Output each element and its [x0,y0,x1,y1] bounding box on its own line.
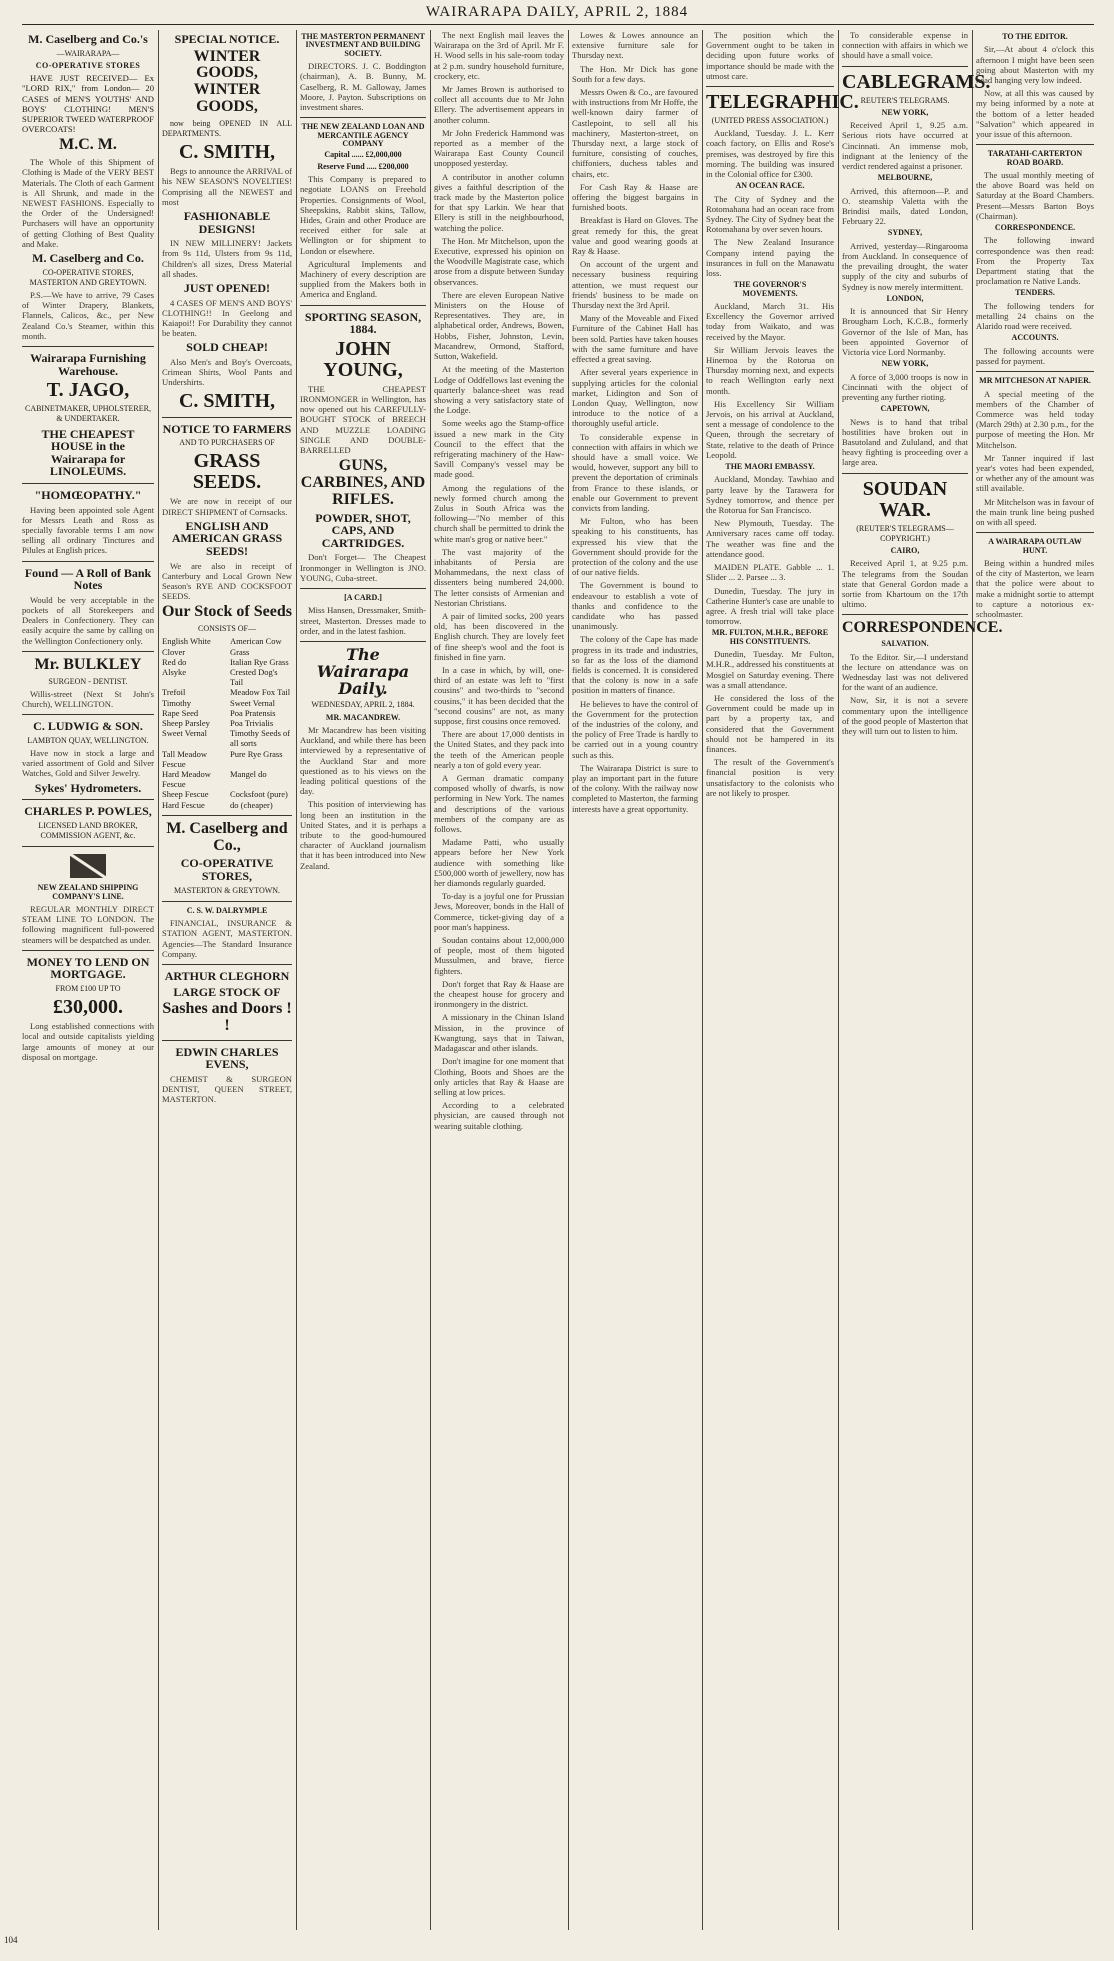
seed-item: Poa Pratensis [230,707,276,718]
separator [842,66,968,67]
soudan-war: SOUDAN WAR. [862,477,948,521]
body-text: Miss Hansen, Dressmaker, Smith-street, Masterton. Dresses made to order, and in the latest fashion. [300,605,426,636]
body-text: He believes to have the control of the Government for the protection of the industries of the colony, and the policy of Free Trade is hardly to be carried out in a young country such as this. [572,698,698,760]
body-text: Arrived, yesterday—Ringarooma from Auckland. In consequence of the prevailing drought, the water supply of the city and suburbs of Sydney is now merely intermittent. [842,240,968,292]
bulkley-sub: SURGEON - DENTIST. [48,676,128,686]
body-text: Auckland, March 31. His Excellency the Governor arrived today from Waikato, and was received by the Mayor. [706,301,834,342]
body-text: The result of the Government's financial position is very unsatisfactory to the colonists who are not likely to prosper. [706,757,834,798]
column-5 [572,30,698,1935]
body-text: To-day is a joyful one for Prussian Jews, Moreover, bonds in the Hall of Commerce, ticket-giving day of a poor man's happiness. [434,891,564,932]
body-text: Would be very acceptable in the pockets of all Storekeepers and Dealers in Confectionery. They can easily acquire the same by calling on the Wellington Confectionery only. [22,594,154,646]
body-text: Soudan contains about 12,000,000 of people, most of them bigoted Mussulmen, and brave, fierce fighters. [434,935,564,976]
body-text: THE CHEAPEST IRONMONGER in Wellington, has now opened out his CAREFULLY-BOUGHT STOCK of BREECH AND MUZZLE LOADING SINGLE AND DOUBLE-BARRELLED [300,383,426,455]
body-text: Among the regulations of the newly formed church among the Zulus in South Africa was the following—"No member of this church shall be permitted to drink the white man's grog or native beer." [434,482,564,544]
edwin-name: EDWIN CHARLES EVENS, [175,1044,279,1072]
body-text: Auckland, Monday. Tawhiao and party leave by the Tarawera for Sydney tomorrow, and thence per the Rotorua for San Francisco. [706,474,834,516]
body-text: Dunedin, Tuesday. Mr Fulton, M.H.R., addressed his constituents at Mosgiel on Saturday evening. There was a small attendance. [706,649,834,690]
accounts-heading: ACCOUNTS. [1011,333,1059,343]
body-text: now being OPENED IN ALL DEPARTMENTS. [162,118,292,138]
smith-name-2: C. SMITH, [178,389,276,412]
paper-date: WEDNESDAY, APRIL 2, 1884. [311,700,415,710]
seed-item: Trefoil [162,687,186,698]
just-opened: JUST OPENED! [183,281,271,295]
shipping-title: NEW ZEALAND SHIPPING COMPANY'S LINE. [37,883,139,901]
dateline-london: LONDON, [886,293,924,303]
grass-seeds: GRASS SEEDS. [192,450,262,494]
body-text: The Hon. Mr Mitchelson, upon the Executive, expressed his opinion on the Woodville Magistrate case, which arose from a dispute between Sunday observances. [434,235,564,287]
body-text: His Excellency Sir William Jervois, on his arrival at Auckland, sent a message of condolence to the Queen, through the secretary of State, relative to the death of Prince Leopold. [706,398,834,460]
body-text: Received April 1, at 9.25 p.m. The telegrams from the Soudan state that General Gordon made a sortie from Khartoum on the 17th ultimo. [842,558,968,610]
money-title: MONEY TO LEND ON MORTGAGE. [26,954,150,982]
body-text: A missionary in the Chinan Island Mission, in the province of Kwangtung, says that in Taiwan, Madagascar and other islands. [434,1012,564,1054]
body-text: Willis-street (Next St John's Church), WELLINGTON. [22,688,154,710]
masthead-rule [22,24,1094,25]
body-text: To the Editor. Sir,—I understand the lecture on attendance was on Wednesday last was not delivered for the want of an audience. [842,651,968,693]
separator [22,561,154,562]
sold-cheap: SOLD CHEAP! [186,340,268,355]
fashionable-designs: FASHIONABLE DESIGNS! [183,209,271,236]
body-text: 4 CASES OF MEN'S AND BOYS' CLOTHING!! In Geelong and Kaiapoi!! For Durability they cannot be beaten. [162,297,292,339]
body-text: Mr John Frederick Hammond was reported as a member of the Wairarapa East County Council unopposed yesterday. [434,127,564,169]
separator [976,532,1094,533]
sporting-season: SPORTING SEASON, 1884. [304,309,422,337]
body-text: The following inward correspondence was then read: From the Property Tax Department stating that the proclamation re Native Lands. [976,235,1094,287]
separator [22,799,154,800]
coop-stores: CO-OPERATIVE STORES, [180,856,274,884]
column-3 [300,30,426,1935]
separator [162,1040,292,1041]
column-rule [296,30,297,1930]
seed-item: Mangel do [230,769,267,780]
body-text: After several years experience in supplying articles for the colonial market, Lidington and Son of London Quay, Wellington, now introduce to the notice of a thoroughly useful article. [572,367,698,429]
body-text: A special meeting of the members of the Chamber of Commerce was held today (March 29th) at 2.30 p.m., for the purpose of meeting the Hon. Mr Mitchelson. [976,388,1094,450]
body-text: Now, Sir, it is not a severe commentary upon the intelligence of the good people of Masterton that they will turn out to listen to him. [842,695,968,737]
correspondence-heading: CORRESPONDENCE. [842,619,1003,637]
body-text: IN NEW MILLINERY! Jackets from 9s 11d, Ulsters from 9s 11d, Children's all sizes, Dress Material all shades. [162,238,292,279]
caselberg-stores: CO-OPERATIVE STORES [35,60,141,70]
macandrew-heading: MR. MACANDREW. [325,712,401,722]
dateline-cairo: CAIRO, [890,546,920,556]
seed-item: Meadow Fox Tail [230,687,291,698]
separator [300,588,426,589]
dateline-melbourne: MELBOURNE, [877,173,933,183]
young-name: JOHN YOUNG, [323,337,403,381]
separator [22,651,154,652]
seed-item: Sheep Parsley [162,718,210,729]
body-text: It is announced that Sir Henry Brougham Loch, K.C.B., formerly Governor of the Isle of Man, has been appointed Governor of Victoria vice Lord Normanby. [842,306,968,358]
body-text: The following tenders for metalling 24 chains on the Alarido road were received. [976,300,1094,332]
caselberg-sub: —WAIRARAPA— [56,48,120,58]
telegraphic-sub: (UNITED PRESS ASSOCIATION.) [711,116,829,126]
homoeopathy-title: "HOMŒOPATHY." [34,488,142,503]
to-editor: TO THE EDITOR. [1002,32,1068,41]
telegraphic-heading: TELEGRAPHIC. [706,91,859,114]
seed-item: Hard Fescue [162,799,205,810]
body-text: Long established connections with local and outside capitalists yielding large amounts of money at our disposal on mortgage. [22,1021,154,1062]
body-text: Dunedin, Tuesday. The jury in Catherine Hunter's case are unable to agree. A fresh trial will take place tomorrow. [706,585,834,627]
body-text: New Plymouth, Tuesday. The Anniversary races came off today. The weather was fine and the attendance good. [706,518,834,559]
cleghorn-name: ARTHUR CLEGHORN [164,969,290,984]
body-text: To considerable expense in connection with affairs in which we should have a small voice. We would, however, support any bill to prevent the deportation of criminals from France to these islands, or enable our Government to prevent convicts from landing. [572,431,698,513]
column-rule [568,30,569,1930]
seed-item: Pure Rye Grass [230,748,283,759]
body-text: The following accounts were passed for payment. [976,345,1094,367]
maori-embassy: THE MAORI EMBASSY. [725,462,815,472]
body-text: For Cash Ray & Haase are offering the biggest bargains in furnished boots. [572,181,698,213]
masthead: WAIRARAPA DAILY, APRIL 2, 1884 [425,4,689,20]
taratahi-heading: TARATAHI-CARTERTON ROAD BOARD. [987,149,1083,167]
separator [162,815,292,816]
ludwig-sub: LAMBTON QUAY, WELLINGTON. [27,735,149,745]
seed-item: Poa Trivialis [230,718,274,729]
body-text: Have now in stock a large and varied assortment of Gold and Silver Watches, Gold and Silver Jewelry. [22,748,154,779]
body-text: Some weeks ago the Stamp-office issued a new mark in the City Council to the effect that the refrigerating machinery of the Haw-Savill Company's vessel may be made good. [434,418,564,480]
body-text: Also Men's and Boy's Overcoats, Crimean Shirts, Wool Pants and Undershirts. [162,357,292,388]
body-text: We are now in receipt of our DIRECT SHIPMENT of Cornsacks. [162,496,292,517]
body-text: Sir,—At about 4 o'clock this afternoon I might have been seen going about Masterton with my head hanging very low indeed. [976,44,1094,85]
powles-name: CHARLES P. POWLES, [24,804,152,819]
body-text: Don't Forget— The Cheapest Ironmonger in Wellington is JNO. YOUNG, Cuba-street. [300,552,426,583]
separator [300,117,426,118]
body-text: The next English mail leaves the Wairarapa on the 3rd of April. Mr F. H. Wood sells in his sale-room today at 2 p.m. sundry household furniture, crockery, etc. [434,30,564,81]
body-text: This Company is prepared to negotiate LOANS on Freehold Properties. Consignments of Wool, Sheepskins, Rabbit skins, Tallow, Hides, Grain and other Produce are received either for sale at Wellington or for shipment to London or elsewhere. [300,174,426,256]
furnishing-title: Wairarapa Furnishing Warehouse. [30,351,146,378]
body-text: CHEMIST & SURGEON DENTIST, QUEEN STREET, MASTERTON. [162,1074,292,1105]
body-text: P.S.—We have to arrive, 79 Cases of Winter Drapery, Blankets, Flannels, Calicos, &c., per New Zealand Co.'s Steamer, within this month. [22,290,154,341]
purchasers: AND TO PURCHASERS OF [179,438,275,448]
body-text: Madame Patti, who usually appears before her New York audience with something like £500,000 worth of jewellery, now has her diamonds regularly guarded. [434,837,564,889]
body-text: The position which the Government ought to be taken in deciding upon future works of importance should be made with the utmost care. [706,30,834,81]
money-from: FROM £100 UP TO [55,984,121,994]
special-notice: SPECIAL NOTICE. [174,32,280,46]
body-text: Mr Mitchelson was in favour of the main trunk line being pushed on with all speed. [976,496,1094,528]
separator [162,417,292,418]
fulton-heading: MR. FULTON, M.H.R., BEFORE HIS CONSTITUENTS. [711,628,829,646]
seed-item: Crested Dog's Tail [230,667,278,688]
body-text: The New Zealand Insurance Company intend paying the insurances in full on the Manawatu loss. [706,237,834,279]
sykes-title: Sykes' Hydrometers. [34,780,142,795]
paper-title: The Wairarapa Daily. [316,644,410,698]
building-society: THE MASTERTON PERMANENT INVESTMENT AND BUILDING SOCIETY. [301,32,425,58]
body-text: Messrs Owen & Co., are favoured with instructions from Mr Hoffe, the well-known dairy farmer of Castlepoint, to sell all his machinery, Masterton-street, on Thursday next, a large stock of furniture, consisting of couches, chiffoniers, duchess tables and chairs, etc. [572,87,698,179]
column-rule [702,30,703,1930]
powles-sub: LICENSED LAND BROKER, COMMISSION AGENT, &c. [38,820,138,841]
column-4 [434,30,564,1935]
column-8 [976,30,1094,1935]
body-text: Mr Tanner inquired if last year's votes had been expended, or whether any of the amount was still available. [976,452,1094,494]
caselberg-text: HAVE JUST RECEIVED— Ex "LORD RIX," from London— 20 CASES of MEN'S YOUTHS' AND BOYS' CLOTHING! MEN'S SUPERIOR TWEED WATERPROOF OVERCOATS! [22,73,154,135]
separator [976,371,1094,372]
separator [22,950,154,951]
body-text: The usual monthly meeting of the above Board was held on Saturday at the Board Chambers. Present—Messrs Barton Boys (Chairman). [976,170,1094,221]
large-stock: LARGE STOCK OF [173,984,281,999]
body-text: Breakfast is Hard on Gloves. The great remedy for this, the great value and good wearing goods at Ray & Haase. [572,215,698,257]
body-text: A pair of limited socks, 200 years old, has been discovered in the English church. They are lovely feet of fine sheep's wool and the foot is finished in fine yarn. [434,610,564,662]
column-rule [158,30,159,1930]
cablegrams-heading: CABLEGRAMS. [842,70,991,93]
body-text: Being within a hundred miles of the city of Masterton, we learn that the police were about to make a midnight sortie to attempt to capture a notorious ex-schoolmaster. [976,558,1094,620]
column-rule [838,30,839,1930]
salvation-heading: SALVATION. [881,639,929,649]
column-2 [162,30,292,1935]
body-text: The Wairarapa District is sure to play an important part in the future of the colony. With the railway now completed to Masterton, the farming interests have a great opportunity. [572,762,698,814]
mitcheson-heading: MR MITCHESON AT NAPIER. [979,376,1091,386]
notice-to-farmers: NOTICE TO FARMERS [162,421,292,436]
body-text: News is to hand that tribal hostilities have broken out in Basutoland and Zululand, and that heavy fighting is proceeding over a large area. [842,416,968,468]
dalrymple-name: C. S. W. DALRYMPLE [186,905,268,915]
seed-item: Timothy Seeds of all sorts [230,728,291,749]
caselberg-name: M. Caselberg and Co., [166,819,288,854]
winter-goods: WINTER GOODS, WINTER GOODS, [193,47,261,115]
column-1 [22,30,154,1935]
body-text: A contributor in another column gives a faithful description of the track made by the Masterton police for that spy Larkin. We hear that Ellery is still in the neighbourhood, watching the police. [434,171,564,233]
body-text: The Government is bound to endeavour to establish a vote of thanks and confidence to the candidate who has passed unanimously. [572,580,698,632]
body-text: DIRECTORS. J. C. Boddington (chairman), A. B. Bunny, M. Caselberg, R. M. Galloway, James Moore, J. Payton. Subscriptions on investment shares. [300,61,426,112]
sashes-doors: Sashes and Doors ! ! [162,1000,292,1035]
seed-item: Sweet Vernal [230,697,275,708]
body-text: Don't imagine for one moment that Clothing, Boots and Shoes are the only articles that Ray & Haase are selling at low prices. [434,1056,564,1097]
separator [22,346,154,347]
body-text: FINANCIAL, INSURANCE & STATION AGENT, MASTERTON. Agencies—The Standard Insurance Company. [162,918,292,959]
mco-logo: M.C. M. [59,136,117,154]
card-title: [A CARD.] [344,592,382,602]
seed-item: Italian Rye Grass [230,656,289,667]
body-text: A force of 3,000 troops is now in Cincinnati with the object of preventing any further rioting. [842,371,968,403]
body-text: He considered the loss of the Government could be made up in part by a property tax, and considered that the Government should not be hampered in its finances. [706,692,834,754]
body-text: Many of the Moveable and Fixed Furniture of the Cabinet Hall has been sold. Parties have taken houses with the same furniture and have effected a great saving. [572,313,698,365]
body-text: To considerable expense in connection with affairs in which we should have a small voice. [842,30,968,61]
body-text: Auckland, Tuesday. J. L. Kerr coach factory, on Ellis and Rose's premises, was destroyed by fire this morning. The building was insured in the Colonial office for £300. [706,128,834,180]
body-text: This position of interviewing has long been an institution in the United States, and it is perhaps a tribute to the good-humoured character of Auckland journalism that it has been introduced into New Zealand. [300,799,426,871]
stock-of-seeds: Our Stock of Seeds [162,603,292,621]
body-text: According to a celebrated physician, are caused through not wearing suitable clothing. [434,1100,564,1131]
seed-item: Rape Seed [162,707,199,718]
flag-icon [68,852,108,880]
separator [706,86,834,87]
separator [842,473,968,474]
body-text: Agricultural Implements and Machinery of every description are supplied from the Makers both in America and England. [300,258,426,300]
ludwig-name: C. LUDWIG & SON. [33,719,143,734]
column-rule [430,30,431,1930]
body-text: Don't forget that Ray & Haase are the cheapest house for grocery and ironmongery in the district. [434,978,564,1010]
body-text: Begs to announce the ARRIVAL of his NEW SEASON'S NOVELTIES! Comprising all the NEWEST and most [162,166,292,207]
seed-list [162,636,292,809]
separator [22,714,154,715]
body-text: The City of Sydney and the Rotomahana had an ocean race from Sydney. The City of Sydney beat the Rotomahana by over seven hours. [706,193,834,235]
correspondence-small: CORRESPONDENCE. [994,223,1076,233]
separator [976,144,1094,145]
caselberg-sub-2: CO-OPERATIVE STORES, MASTERTON AND GREYTOWN. [29,267,147,287]
body-text: Mr Macandrew has been visiting Auckland, and while there has been interviewed by a representative of the Auckland Star and more questioned as to his views on the leading political questions of the day. [300,724,426,797]
body-text: There are about 17,000 dentists in the United States, and they pack into the teeth of the American people nearly a ton of gold every year. [434,729,564,770]
seed-item: Timothy [162,697,191,708]
powder: POWDER, SHOT, CAPS, AND CARTRIDGES. [315,510,411,550]
body-text: There are eleven European Native Ministers on the House of Representatives. They are, in alphabetical order, Andrews, Bowen, Hobbs, Fisher, Johnston, Levin, Macandrew, Ormond, Stafford, Sutton, Wakefield. [434,289,564,362]
body-text: Sir William Jervois leaves the Hinemoa by the Rotorua on Thursday morning next, and expects to reach Wellington early next month. [706,344,834,396]
body-text: Arrived, this afternoon—P. and O. steamship Valetta with the Brindisi mails, dated London, February 22. [842,185,968,227]
seed-item: English White Clover [162,636,211,657]
separator [300,641,426,642]
tenders-heading: TENDERS. [1015,288,1055,298]
body-text: At the meeting of the Masterton Lodge of Oddfellows last evening the quarterly balance-sheet was read showing a very satisfactory state of the Lodge. [434,364,564,416]
seed-item: Sheep Fescue [162,789,209,800]
found-title: Found — A Roll of Bank Notes [24,565,152,593]
seed-item: Tall Meadow Fescue [162,748,207,769]
body-text: The vast majority of the inhabitants of Persia are Mohammedans, the next class of dissenters being numbered 24,000. The letter consists of Armenian and Nestorian Christians. [434,546,564,608]
outlaw-heading: A WAIRARAPA OUTLAW HUNT. [988,537,1082,555]
guns: GUNS, CARBINES, AND RIFLES. [300,457,426,508]
reserve: Reserve Fund ..... £200,000 [317,161,409,171]
linoleums: THE CHEAPEST HOUSE in the Wairarapa for LINOLEUMS. [41,426,135,479]
body-text: Mr Fulton, who has been speaking to his constituents, has expressed his view that the Government should provide for the protection of the colony and the use of our native fields. [572,516,698,578]
seed-item: American Cow Grass [230,636,282,657]
cablegrams-sub: REUTER'S TELEGRAMS. [860,95,950,105]
body-text: On account of the urgent and necessary business requiring attention, we must request our friends' business to be made on Thursday next the 3rd April. [572,259,698,311]
body-text: MAIDEN PLATE. Gabble ... 1. Slider ... 2. Parsee ... 3. [706,562,834,583]
dateline-capetown: CAPETOWN, [880,404,930,414]
body-text: The Whole of this Shipment of Clothing is Made of the VERY BEST Materials. The Cloth of each Garment is All Shrunk, and made in the NEWEST FASHIONS. Especially to the Order of the Undersigned! Purchasers will have an opportunity of getting Clothing of Best Quality and Make. [22,157,154,249]
ocean-race: AN OCEAN RACE. [735,181,805,191]
smith-name: C. SMITH, [178,141,276,164]
dateline-newyork: NEW YORK, [881,107,929,117]
dateline-newyork-2: NEW YORK, [881,359,929,369]
bulkley-name: Mr. BULKLEY [34,655,142,673]
separator [300,305,426,306]
body-text: The colony of the Cape has made progress in its trade and industries, so far as the loss of the diamond fields is concerned. It is considered that the colony is now in a safe position in matters of finance. [572,634,698,696]
body-text: We are also in receipt of Canterbury and Local Grown New Season's RYE AND COCKSFOOT SEEDS. [162,560,292,602]
seed-item: Red do [162,656,187,667]
caselberg-title: M. Caselberg and Co.'s [28,32,148,46]
seed-item: Alsyke [162,667,187,678]
money-amount: £30,000. [53,996,123,1019]
seed-item: Cocksfoot (pure) [230,789,288,800]
governor-movements: THE GOVERNOR'S MOVEMENTS. [733,280,807,298]
capital: Capital ...... £2,000,000 [324,150,402,160]
nz-loan-company: THE NEW ZEALAND LOAN AND MERCANTILE AGENCY COMPANY [301,122,425,148]
column-7 [842,30,1003,1935]
body-text: Now, at all this was caused by my being informed by a note at the bottom of a letter headed "Salvation" which appeared in your issue of this afternoon. [976,88,1094,140]
body-text: Lowes & Lowes announce an extensive furniture sale for Thursday next. [572,30,698,61]
separator [22,483,154,484]
column-6 [706,30,859,1935]
separator [22,846,154,847]
body-text: REGULAR MONTHLY DIRECT STEAM LINE TO LONDON. The following magnificent full-powered steamers will be despatched as under. [22,904,154,945]
body-text: Having been appointed sole Agent for Messrs Leath and Ross as specially favorable terms I am now selling all ordinary Tinctures and Pilules at English prices. [22,504,154,556]
soudan-sub: (REUTER'S TELEGRAMS—COPYRIGHT.) [856,523,954,543]
separator [162,901,292,902]
body-text: The Hon. Mr Dick has gone South for a few days. [572,63,698,84]
seed-item: do (cheaper) [230,799,273,810]
seed-item: Hard Meadow Fescue [162,769,211,790]
separator [842,614,968,615]
jago-name: T. JAGO, [46,379,130,402]
body-text: In a case in which, by will, one-third of an estate was left to "first cousins" and two-thirds to "second cousins," it has been decided that the "second cousins" are not, as many suppose, first cousins once removed. [434,664,564,726]
coop-sub: MASTERTON & GREYTOWN. [173,885,281,895]
body-text: Mr James Brown is authorised to collect all accounts due to Mr John Ellery. The advertisement appears in another column. [434,84,564,125]
body-text: A German dramatic company composed wholly of dwarfs, is now performing in New York. The names and descriptions of the various members of the company are as follows. [434,773,564,835]
stock-sub: CONSISTS OF— [197,624,256,634]
body-text: Received April 1, 9.25 a.m. Serious riots have occurred at Cincinnati. An immense mob, indignant at the leniency of the verdict rendered against a prisoner. [842,120,968,172]
caselberg-title-2: M. Caselberg and Co. [32,251,144,266]
page-number: 104 [4,1935,18,1945]
column-rule [972,30,973,1930]
separator [162,964,292,965]
english-american-seeds: ENGLISH AND AMERICAN GRASS SEEDS! [171,518,283,558]
jago-sub: CABINETMAKER, UPHOLSTERER, & UNDERTAKER. [24,404,151,424]
seed-item: Sweet Vernal [162,728,207,739]
dateline-sydney: SYDNEY, [887,228,923,238]
